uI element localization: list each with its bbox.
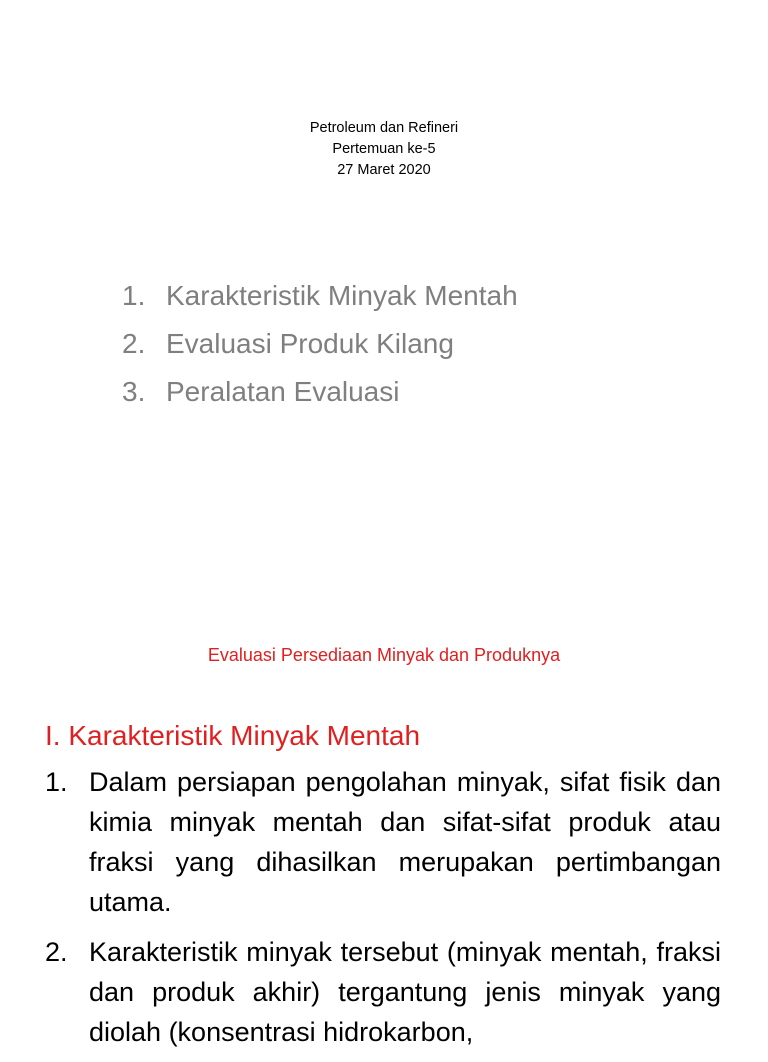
toc-item (122, 324, 722, 372)
section-heading: I. Karakteristik Minyak Mentah (45, 720, 421, 751)
toc-item-number: 2. (122, 328, 146, 359)
date-label: 27 Maret 2020 (337, 162, 431, 178)
list-item-number: 1. (45, 767, 68, 797)
list-item (45, 762, 721, 922)
toc-item-label: Karakteristik Minyak Mentah (166, 280, 518, 311)
table-of-contents (122, 276, 722, 420)
list-item (45, 932, 721, 1052)
body-list (45, 762, 721, 1062)
slide-header (0, 118, 768, 181)
toc-item-label: Peralatan Evaluasi (166, 376, 400, 407)
slide-subtitle: Evaluasi Persediaan Minyak dan Produknya (207, 645, 561, 665)
toc-item-number: 1. (122, 280, 146, 311)
toc-item-number: 3. (122, 376, 146, 407)
list-item-number: 2. (45, 937, 68, 967)
toc-item (122, 372, 722, 420)
toc-item (122, 276, 722, 324)
list-item-text: Dalam persiapan pengolahan minyak, sifat fisik dan kimia minyak mentah dan sifat-sifat produk atau fraksi yang dihasilkan merupakan pertimbangan utama. (89, 767, 721, 917)
list-item-text: Karakteristik minyak tersebut (minyak mentah, fraksi dan produk akhir) tergantung jenis minyak yang diolah (konsentrasi hidrokarbon, (89, 937, 721, 1047)
course-title: Petroleum dan Refineri (309, 120, 459, 136)
meeting-label: Pertemuan ke-5 (332, 141, 436, 157)
toc-item-label: Evaluasi Produk Kilang (166, 328, 454, 359)
